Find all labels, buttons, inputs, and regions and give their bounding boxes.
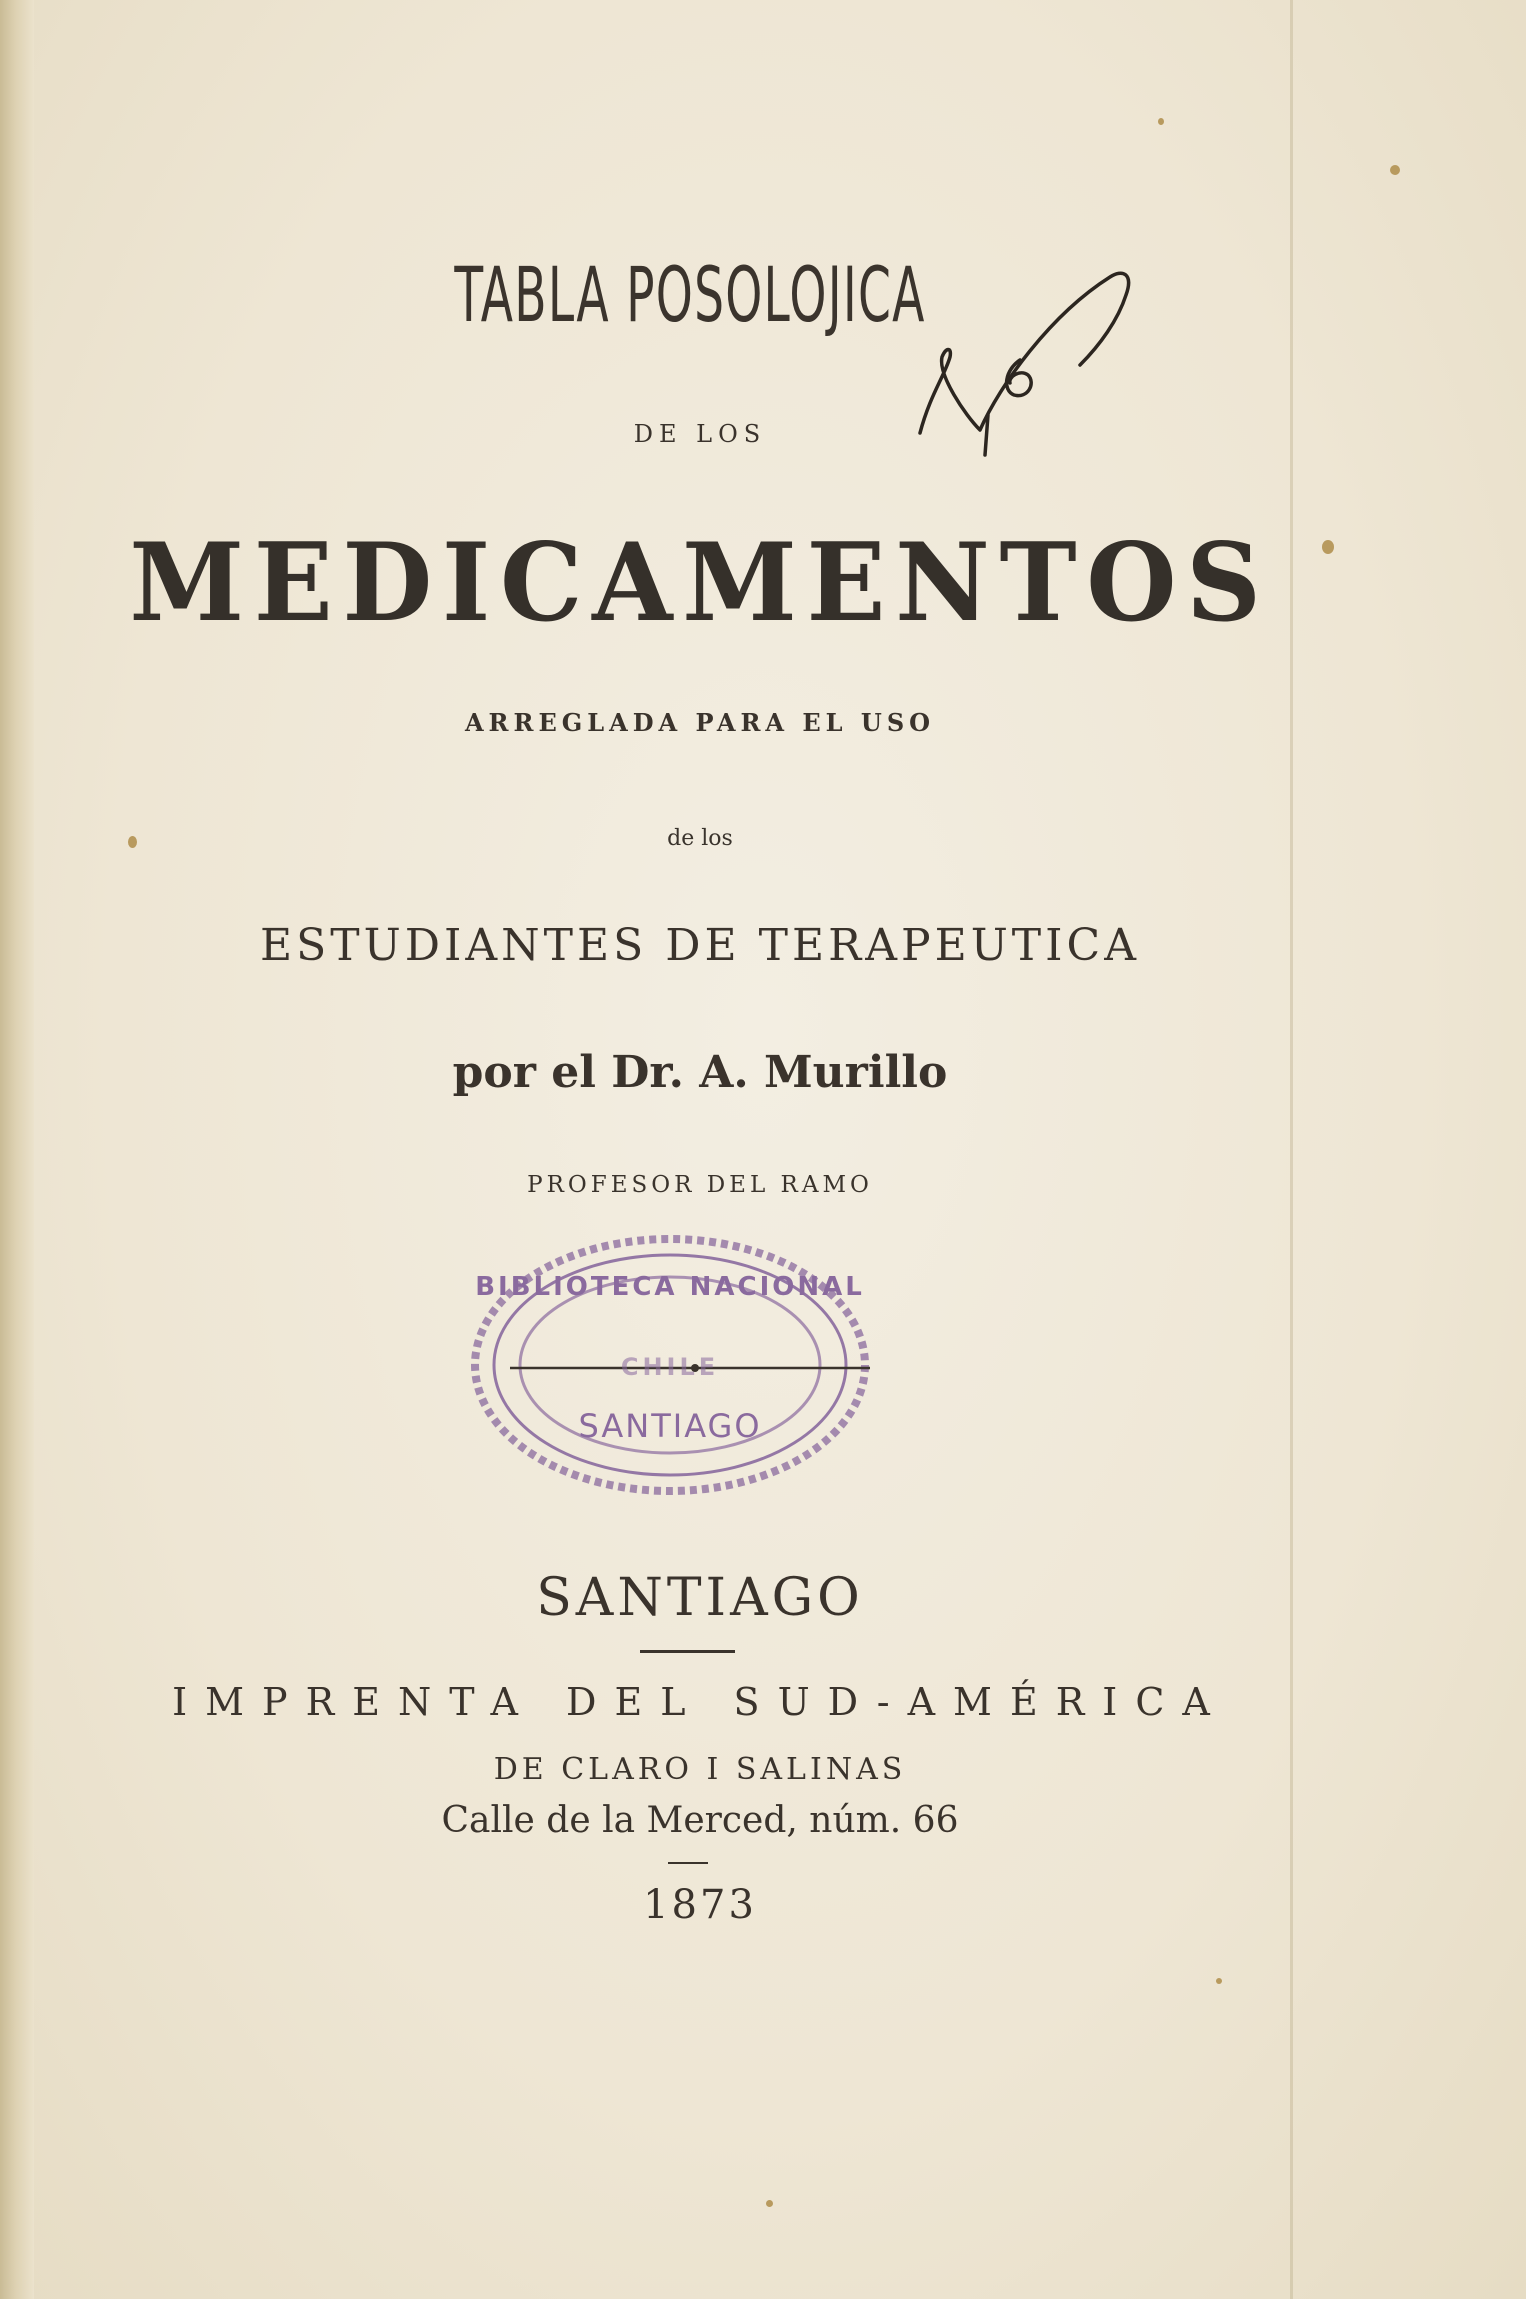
stamp-top-text: BIBLIOTECA NACIONAL [475, 1272, 865, 1302]
imprint-divider [640, 1650, 735, 1653]
imprint-owners: DE CLARO I SALINAS [493, 1752, 907, 1787]
book-spine-edge [0, 0, 34, 2299]
imprint-press: IMPRENTA DEL SUD-AMÉRICA [172, 1680, 1228, 1724]
stamp-middle-text: CHILE [620, 1353, 720, 1381]
subtitle-connector: de los [667, 826, 733, 851]
title-line-1: TABLA POSOLOJICA [454, 250, 926, 339]
imprint-year: 1873 [643, 1882, 757, 1928]
main-title: MEDICAMENTOS [129, 520, 1271, 646]
author-role: PROFESOR DEL RAMO [527, 1172, 873, 1198]
paper-speck [766, 2200, 773, 2207]
paper-speck [1216, 1978, 1222, 1984]
audience-line: ESTUDIANTES DE TERAPEUTICA [260, 920, 1140, 971]
author-name: por el Dr. A. Murillo [452, 1047, 948, 1098]
imprint-city: SANTIAGO [536, 1568, 864, 1628]
paper-speck [1390, 165, 1400, 175]
year-divider [668, 1862, 708, 1864]
subtitle-line: ARREGLADA PARA EL USO [464, 708, 936, 737]
stamp-bottom-text: SANTIAGO [578, 1407, 762, 1445]
paper-speck [1158, 118, 1164, 125]
library-stamp [465, 1225, 875, 1505]
imprint-address: Calle de la Merced, núm. 66 [441, 1800, 959, 1841]
handwritten-shelf-mark [910, 265, 1150, 465]
title-line-2: DE LOS [633, 420, 767, 448]
paper-fold [1290, 0, 1293, 2299]
